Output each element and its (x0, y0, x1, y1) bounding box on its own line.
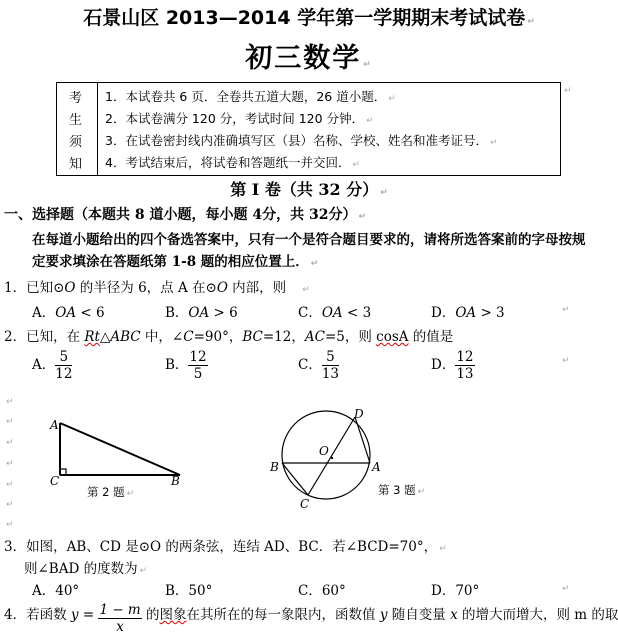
fraction-denominator: x (116, 619, 124, 635)
q4-text: 4．若函数 (4, 607, 71, 623)
q1-var: O (216, 280, 228, 296)
notice-label-cell (57, 83, 98, 175)
fraction-numerator (98, 602, 141, 619)
q4-text: 在其所在的每一象限内，函数值 (186, 607, 380, 623)
option-var: OA (321, 305, 343, 321)
q4-text: 的增大而增大，则 m 的取 (457, 607, 618, 623)
q1-option-c[interactable] (298, 301, 371, 321)
paragraph-mark: ↵ (6, 520, 14, 530)
notice-item-text: 1．本试卷共 6 页．全卷共五道大题，26 道小题． (105, 89, 387, 104)
section-title (0, 177, 618, 200)
paragraph-mark: ↵ (564, 86, 572, 96)
part-title (4, 204, 366, 224)
exam-title (0, 3, 618, 30)
paragraph-mark: ↵ (527, 17, 535, 27)
option-var: OA (188, 305, 210, 321)
option-rel: < 3 (342, 305, 372, 321)
q2-text: 2．已知，在 (4, 329, 85, 345)
paragraph-mark: ↵ (6, 438, 14, 448)
instruction-line (32, 250, 318, 270)
option-var: OA (55, 305, 77, 321)
option-value: 70° (455, 583, 480, 599)
option-value: 50° (188, 583, 213, 599)
paragraph-mark: ↵ (388, 94, 396, 104)
paragraph-mark: ↵ (352, 160, 361, 170)
q2-var: BC (242, 329, 263, 345)
subject-title-text: 初三数学 (245, 43, 362, 74)
q2-text: =5，则 (324, 329, 377, 345)
paragraph-mark: ↵ (126, 489, 135, 499)
option-label: C． (298, 357, 322, 373)
q3-option-d[interactable] (431, 579, 479, 599)
option-label: C． (298, 305, 322, 321)
section-title-text: 第 I 卷（共 32 分） (230, 180, 379, 199)
question-3 (4, 535, 447, 555)
paragraph-mark: ↵ (6, 417, 14, 427)
paragraph-mark: ↵ (358, 212, 367, 222)
question-2 (4, 325, 453, 345)
paragraph-mark: ↵ (380, 188, 388, 198)
question-1 (4, 276, 310, 296)
fraction-numerator: 5 (322, 349, 339, 366)
question-4 (4, 602, 618, 635)
fraction-denominator: 13 (456, 366, 474, 382)
fig3-label-c: C (300, 497, 310, 511)
q2-var: cosA (376, 329, 409, 345)
notice-item-text: 3．在试卷密封线内准确填写区（县）名称、学校、姓名和准考证号． (105, 133, 488, 148)
fig3-label-o: O (319, 444, 329, 458)
paragraph-mark: ↵ (6, 500, 14, 510)
q2-text: 的值是 (408, 329, 454, 345)
exam-title-text: 石景山区 2013—2014 学年第一学期期末考试试卷 (83, 7, 526, 29)
q2-option-a[interactable] (32, 349, 72, 382)
chord-bc (282, 463, 308, 495)
option-label: D． (431, 357, 456, 373)
option-label: A． (32, 305, 56, 321)
option-label: B． (165, 305, 189, 321)
q4-var: x (450, 607, 458, 623)
notice-item (105, 153, 360, 171)
option-fraction (455, 349, 474, 382)
q4-fraction (98, 602, 141, 635)
paragraph-mark: ↵ (366, 116, 374, 126)
q1-option-a[interactable] (32, 301, 105, 321)
paragraph-mark: ↵ (310, 259, 319, 269)
option-rel: < 6 (76, 305, 105, 321)
q3-option-a[interactable] (32, 579, 79, 599)
part-title-text: 一、选择题（本题共 8 道小题，每小题 4分，共 32分） (4, 207, 357, 223)
option-label: D． (431, 305, 456, 321)
fraction-numerator: 12 (456, 349, 474, 365)
fraction-denominator: 13 (321, 366, 340, 382)
fraction-denominator: 12 (55, 366, 73, 382)
q3-text: 3．如图，AB、CD 是⊙O 的两条弦，连结 AD、BC．若∠BCD=70°， (4, 539, 438, 555)
q2-option-c[interactable] (298, 349, 339, 382)
notice-item-text: 2．本试卷满分 120 分，考试时间 120 分钟． (105, 111, 365, 126)
q1-option-b[interactable] (165, 301, 238, 321)
fig2-label-a: A (50, 418, 59, 432)
fig3-caption-text: 第 3 题 (378, 483, 416, 497)
notice-item (105, 131, 498, 149)
q2-var: C (183, 329, 194, 345)
notice-item (105, 109, 374, 127)
paragraph-mark: ↵ (489, 138, 498, 148)
q3-option-b[interactable] (165, 579, 212, 599)
q1-option-d[interactable] (431, 301, 505, 321)
q1-text: 内部，则 (227, 280, 287, 296)
paragraph-mark: ↵ (562, 356, 570, 366)
instruction-text: 定要求填涂在答题纸第 1-8 题的相应位置上． (32, 254, 309, 270)
q2-text: =90°， (193, 329, 243, 345)
fig3-label-d: D (354, 407, 364, 421)
paragraph-mark: ↵ (363, 60, 373, 70)
q4-var: y (70, 607, 79, 623)
q4-text: 随自变量 (387, 607, 451, 623)
side-ab (60, 423, 180, 475)
instruction-line: 在每道小题给出的四个备选答案中，只有一个是符合题目要求的，请将所选答案前的字母按规 (32, 232, 586, 248)
option-fraction (188, 349, 207, 382)
q2-option-d[interactable] (431, 349, 475, 382)
question-3-line2 (24, 557, 147, 577)
paragraph-mark: ↵ (417, 487, 426, 497)
paragraph-mark: ↵ (139, 566, 148, 576)
q4-text: 的 (141, 607, 160, 623)
option-label: D． (431, 583, 456, 599)
subject-title (0, 36, 618, 75)
q2-var: AC (304, 329, 325, 345)
q1-text: 的半径为 6，点 A 在⊙ (75, 280, 217, 296)
fig2-caption-text: 第 2 题 (87, 485, 125, 499)
notice-item-text: 4．考试结束后，将试卷和答题纸一并交回． (105, 155, 351, 170)
fraction-denominator: 5 (193, 366, 203, 382)
option-value: 40° (55, 583, 80, 599)
notice-label-char: 考 (69, 91, 83, 106)
option-label: B． (165, 583, 189, 599)
q3-option-c[interactable] (298, 579, 346, 599)
exam-notice-table (56, 82, 561, 176)
notice-item (105, 87, 396, 105)
fig3-label-b: B (270, 460, 279, 474)
option-label: B． (165, 357, 189, 373)
fraction-numerator-text: 1 − m (99, 602, 141, 618)
fig3-label-a: A (372, 460, 381, 474)
fraction-numerator: 5 (55, 349, 72, 366)
q2-var: △ABC (99, 329, 141, 345)
q2-option-b[interactable] (165, 349, 208, 382)
notice-label-char: 生 (69, 113, 83, 128)
option-fraction (322, 349, 339, 382)
q2-text: 中，∠ (140, 329, 184, 345)
center-point (331, 457, 333, 459)
q1-var: O (64, 280, 76, 296)
option-label: C． (298, 583, 322, 599)
option-rel: > 3 (476, 305, 505, 321)
paragraph-mark: ↵ (6, 480, 14, 490)
paragraph-mark: ↵ (6, 397, 14, 407)
fig2-label-c: C (50, 474, 60, 488)
q2-var: Rt (84, 329, 100, 345)
fraction-numerator: 12 (189, 349, 207, 365)
fig3-caption (378, 482, 425, 498)
paragraph-mark: ↵ (302, 285, 310, 295)
option-label: A． (32, 583, 56, 599)
paragraph-mark: ↵ (562, 584, 570, 594)
q2-text: =12， (262, 329, 305, 345)
fig2-label-b: B (171, 474, 180, 488)
figure-3-circle (270, 400, 390, 510)
q3-text: 则∠BAD 的度数为 (24, 561, 138, 577)
chord-cd (308, 417, 355, 495)
notice-label-char: 须 (69, 135, 83, 150)
option-value: 60° (321, 583, 346, 599)
paragraph-mark: ↵ (6, 459, 14, 469)
option-label: A． (32, 357, 56, 373)
q4-var: y (379, 607, 388, 623)
fig2-caption (87, 484, 134, 500)
notice-label-char: 知 (69, 157, 83, 172)
q4-text: = (78, 607, 99, 623)
paragraph-mark: ↵ (439, 544, 447, 554)
q4-text: 图象 (159, 607, 187, 623)
paragraph-mark: ↵ (562, 305, 570, 315)
option-rel: > 6 (209, 305, 238, 321)
option-fraction (55, 349, 72, 382)
q1-text: 1．已知⊙ (4, 280, 65, 296)
option-var: OA (455, 305, 477, 321)
